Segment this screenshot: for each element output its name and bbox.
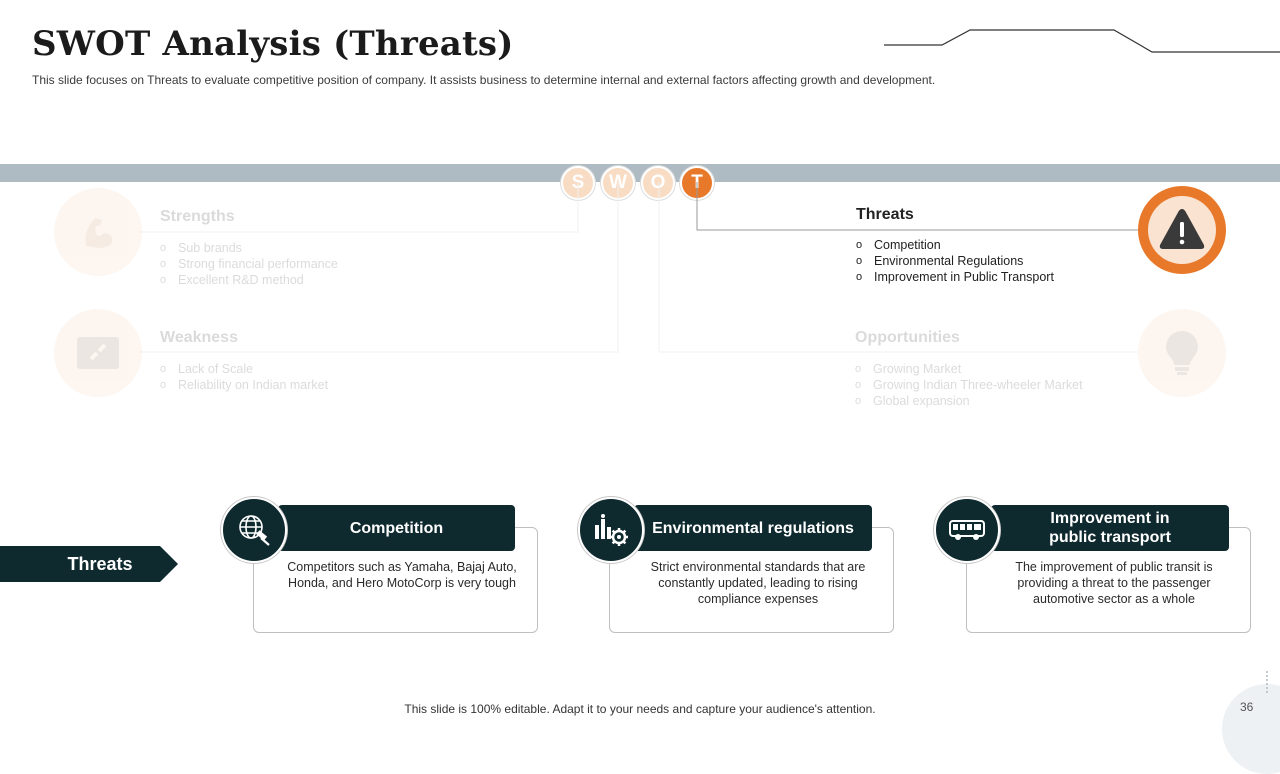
page-title: SWOT Analysis (Threats) [32,24,514,64]
globe-gavel-icon [221,497,287,563]
competition-card-text: Competitors such as Yamaha, Bajaj Auto, Honda, and Hero MotoCorp is very tough [287,560,517,590]
opportunities-quadrant [1138,309,1226,397]
list-item: o Strong financial performance [160,256,338,272]
page-number-background [1222,684,1280,774]
opportunities-title: Opportunities [855,329,960,346]
list-item: o Reliability on Indian market [160,377,328,393]
swot-letter-s[interactable]: S [561,166,595,200]
swot-letter-t[interactable]: T [680,166,714,200]
swot-band [0,164,1280,182]
threats-quadrant [856,206,1054,285]
threats-tag-label: Threats [67,554,133,574]
transport-card-text: The improvement of public transit is providing a threat to the passenger automotive sector as a whole [1015,560,1213,606]
broken-chain-icon [54,309,142,397]
list-item: o Growing Market [855,361,1083,377]
list-item: o Competition [856,237,1054,253]
swot-letter-w[interactable]: W [601,166,635,200]
weakness-title: Weakness [160,329,238,346]
list-item: o Excellent R&D method [160,272,338,288]
bus-icon [934,497,1000,563]
threats-title: Threats [856,206,914,223]
footer-note: This slide is 100% editable. Adapt it to your needs and capture your audience's attention. [404,702,876,716]
list-item: o Growing Indian Three-wheeler Market [855,377,1083,393]
strengths-list [160,240,338,288]
lightbulb-dollar-icon [1138,309,1226,397]
list-item: o Lack of Scale [160,361,328,377]
dots-decoration-icon [1265,670,1269,694]
factory-gear-icon [578,497,644,563]
header-decoration-line [880,26,1280,56]
strengths-title: Strengths [160,208,235,225]
environmental-card-text: Strict environmental standards that are constantly updated, leading to rising compliance expenses [650,560,866,606]
environmental-card-title: Environmental regulations [634,505,872,551]
weakness-quadrant [54,309,142,397]
list-item: o Global expansion [855,393,1083,409]
list-item: o Improvement in Public Transport [856,269,1054,285]
opportunities-list [855,361,1083,409]
transport-card-title: Improvement in public transport [991,505,1229,551]
list-item: o Environmental Regulations [856,253,1054,269]
list-item: o Sub brands [160,240,338,256]
page-number: 36 [1240,700,1254,714]
threats-list [856,237,1054,285]
page-subtitle: This slide focuses on Threats to evaluate competitive position of company. It assists business to determine internal and external factors affecting growth and development. [32,73,936,87]
competition-card-title: Competition [278,505,515,551]
warning-icon [1158,206,1206,252]
weakness-list [160,361,328,393]
strengths-quadrant [54,188,142,276]
swot-letter-o[interactable]: O [641,166,675,200]
strength-arm-icon [54,188,142,276]
